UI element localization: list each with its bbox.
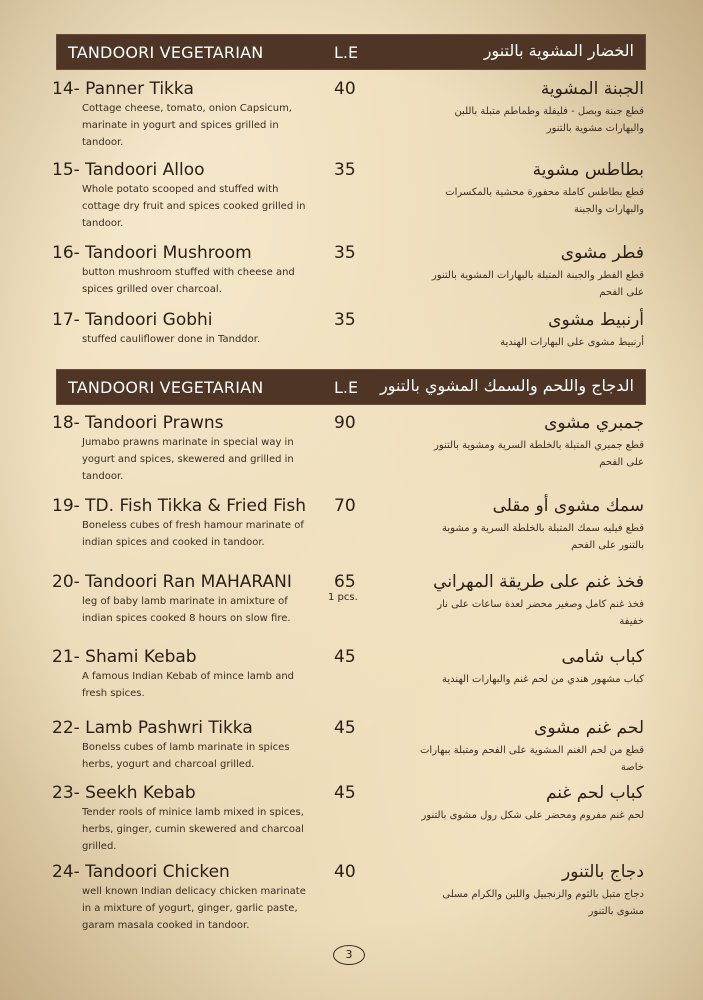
- item-name-ar: فخذ غنم على طريقة المهراني: [433, 572, 644, 592]
- item-price: 35: [334, 160, 356, 180]
- item-price: 35: [334, 310, 356, 330]
- item-name: 22- Lamb Pashwri Tikka: [52, 718, 253, 738]
- item-description: Tender rools of minice lamb mixed in spices, herbs, ginger, cumin skewered and charcoal grilled.: [82, 807, 304, 852]
- item-price: 35: [334, 243, 356, 263]
- item-description-ar: دجاج متبل بالثوم والزنجبيل واللبن والكرام مسلى مشوى بالتنور: [442, 889, 644, 917]
- item-name: 19- TD. Fish Tikka & Fried Fish: [52, 496, 307, 516]
- item-name: 18- Tandoori Prawns: [52, 413, 224, 433]
- section-header-vegetarian: [56, 34, 646, 70]
- item-description-ar: قطع جمبري المتبلة بالخلطة السرية ومشوية بالتنور على الفحم: [434, 440, 644, 468]
- item-description-ar: قطع بطاطس كاملة محفورة محشية بالمكسرات والبهارات والجبنة: [445, 187, 644, 215]
- item-description: stuffed cauliflower done in Tanddor.: [82, 334, 261, 345]
- item-name-ar: جمبري مشوى: [544, 413, 644, 433]
- item-name: 20- Tandoori Ran MAHARANI: [52, 572, 292, 592]
- item-name: 17- Tandoori Gobhi: [52, 310, 213, 330]
- item-name: 14- Panner Tikka: [52, 79, 194, 99]
- item-name-ar: سمك مشوى أو مقلى: [492, 496, 644, 516]
- item-name-ar: أرنبيط مشوى: [548, 310, 644, 330]
- item-description: Bonelss cubes of lamb marinate in spices herbs, yogurt and charcoal grilled.: [82, 742, 290, 770]
- item-description: A famous Indian Kebab of mince lamb and fresh spices.: [82, 671, 295, 699]
- item-description-ar: أرنبيط مشوى على البهارات الهندية: [500, 337, 644, 348]
- item-name: 15- Tandoori Alloo: [52, 160, 205, 180]
- item-name-ar: الجبنة المشوية: [540, 79, 644, 99]
- item-description-ar: قطع من لحم الغنم المشوية على الفحم ومتبلة ببهارات خاصة: [420, 745, 644, 773]
- item-name: 21- Shami Kebab: [52, 647, 197, 667]
- section-title-ar: الخضار المشوية بالتنور: [483, 41, 634, 60]
- item-description-ar: قطع الفطر والجبنة المتبلة بالبهارات المشوية بالتنور على الفحم: [431, 270, 644, 298]
- item-price: 65: [334, 572, 356, 592]
- currency-label: L.E: [334, 43, 359, 62]
- section-title-ar: الدجاج واللحم والسمك المشوي بالتنور: [379, 376, 634, 395]
- item-name-ar: كباب شامى: [561, 647, 644, 667]
- item-description: button mushroom stuffed with cheese and spices grilled over charcoal.: [82, 267, 295, 295]
- item-description: Boneless cubes of fresh hamour marinate of indian spices and cooked in tandoor.: [82, 520, 304, 548]
- item-description: leg of baby lamb marinate in amixture of indian spices cooked 8 hours on slow fire.: [82, 596, 291, 624]
- item-description-ar: كباب مشهور هندي من لحم غنم والبهارات الهندية: [442, 674, 644, 685]
- section-title-en: TANDOORI VEGETARIAN: [68, 43, 264, 62]
- item-name: 24- Tandoori Chicken: [52, 862, 230, 882]
- item-price: 45: [334, 783, 356, 803]
- item-name-ar: دجاج بالتنور: [562, 862, 644, 882]
- item-price: 70: [334, 496, 356, 516]
- item-description: well known Indian delicacy chicken marinate in a mixture of yogurt, ginger, garlic paste, garam masala cooked in tandoor.: [82, 886, 306, 931]
- item-price: 40: [334, 79, 356, 99]
- item-portion: 1 pcs.: [328, 592, 358, 603]
- item-price: 90: [334, 413, 356, 433]
- section-header-meat-fish: [56, 369, 646, 405]
- item-name-ar: لحم غنم مشوى: [534, 718, 644, 738]
- item-name: 16- Tandoori Mushroom: [52, 243, 252, 263]
- item-description-ar: فخذ غنم كامل وصغير محضر لعدة ساعات على نار خفيفة: [437, 599, 644, 627]
- item-price: 45: [334, 718, 356, 738]
- item-description-ar: لحم غنم مفروم ومحضر على شكل رول مشوى بالتنور: [421, 810, 644, 821]
- item-price: 40: [334, 862, 356, 882]
- item-description: Cottage cheese, tomato, onion Capsicum, marinate in yogurt and spices grilled in tandoor.: [82, 103, 292, 148]
- item-name-ar: كباب لحم غنم: [545, 783, 644, 803]
- item-description: Jumabo prawns marinate in special way in yogurt and spices, skewered and grilled in tandoor.: [82, 437, 294, 482]
- page-number: 3: [333, 945, 365, 965]
- item-name-ar: بطاطس مشوية: [532, 160, 644, 180]
- item-description: Whole potato scooped and stuffed with cottage dry fruit and spices cooked grilled in tandoor.: [82, 184, 306, 229]
- item-price: 45: [334, 647, 356, 667]
- item-description-ar: قطع فيليه سمك المتبلة بالخلطة السرية و مشوية بالتنور على الفحم: [442, 523, 644, 551]
- item-name-ar: فطر مشوى: [560, 243, 644, 263]
- item-name: 23- Seekh Kebab: [52, 783, 196, 803]
- item-description-ar: قطع جبنة وبصل - فليفلة وطماطم متبلة باللبن والبهارات مشوية بالتنور: [454, 106, 644, 134]
- currency-label: L.E: [334, 378, 359, 397]
- section-title-en: TANDOORI VEGETARIAN: [68, 378, 264, 397]
